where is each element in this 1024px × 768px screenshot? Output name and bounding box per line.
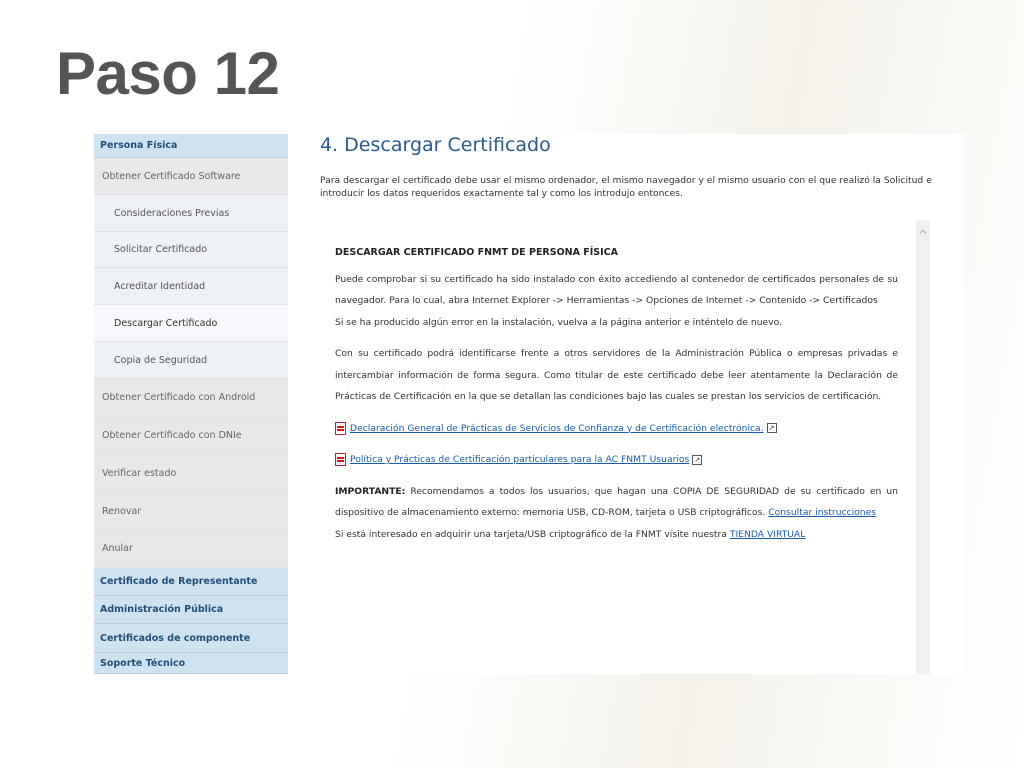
sidebar-item-anular[interactable]: Anular [94, 530, 288, 568]
external-link-icon[interactable]: ↗ [692, 455, 702, 465]
sidebar-nav [94, 134, 288, 674]
panel-body [335, 242, 898, 545]
main-content [320, 134, 964, 674]
sidebar-item-consideraciones[interactable]: Consideraciones Previas [94, 195, 288, 232]
sidebar-item-android[interactable]: Obtener Certificado con Android [94, 379, 288, 417]
sidebar-item-descargar[interactable]: Descargar Certificado [94, 305, 288, 342]
external-link-icon[interactable]: ↗ [767, 423, 777, 433]
sidebar-item-solicitar[interactable]: Solicitar Certificado [94, 232, 288, 268]
store-text: Si está interesado en adquirir una tarjeta/USB criptográfico de la FNMT visite nuestra [335, 528, 730, 540]
sidebar-item-obtener-software[interactable]: Obtener Certificado Software [94, 158, 288, 195]
sidebar-item-dnie[interactable]: Obtener Certificado con DNIe [94, 417, 288, 455]
slide-title: Paso 12 [56, 40, 280, 107]
link-consultar-instrucciones[interactable]: Consultar instrucciones [768, 507, 877, 518]
browser-screenshot [94, 134, 964, 674]
pdf-link-row-1 [335, 418, 898, 440]
scroll-up-icon[interactable]: ^ [918, 228, 929, 242]
scroll-panel [320, 220, 930, 674]
link-politica-practicas[interactable]: Política y Prácticas de Certificación particulares para la AC FNMT Usuarios [350, 454, 690, 465]
link-declaracion-general[interactable]: Declaración General de Prácticas de Servicios de Confianza y de Certificación electrónica. [350, 422, 764, 434]
section-title: DESCARGAR CERTIFICADO FNMT DE PERSONA FÍSICA [335, 247, 618, 258]
pdf-icon [335, 453, 346, 466]
sidebar-item-copia-seguridad[interactable]: Copia de Seguridad [94, 342, 288, 379]
sidebar-item-representante[interactable]: Certificado de Representante [94, 568, 288, 596]
sidebar-item-renovar[interactable]: Renovar [94, 493, 288, 530]
paragraph-check-text: Puede comprobar si su certificado ha sido instalado con éxito accediendo al contenedor de certificados personales de su navegador. Para lo cual, abra Internet Explorer -> Herramientas -> Opciones de Internet -> Contenido -> Certificados [335, 273, 898, 306]
sidebar-item-componente[interactable]: Certificados de componente [94, 624, 288, 653]
pdf-link-row-2 [335, 449, 898, 471]
paragraph-check [335, 269, 898, 334]
sidebar-item-soporte[interactable]: Soporte Técnico [94, 653, 288, 674]
important-label: IMPORTANTE: [335, 485, 406, 497]
sidebar-item-administracion[interactable]: Administración Pública [94, 596, 288, 624]
page-heading: 4. Descargar Certificado [320, 134, 551, 156]
paragraph-error-text: Si se ha producido algún error en la instalación, vuelva a la página anterior e inténtelo de nuevo. [335, 316, 782, 328]
important-text: Recomendamos a todos los usuarios, que hagan una COPIA DE SEGURIDAD de su certificado en un dispositivo de almacenamiento externo: memoria USB, CD-ROM, tarjeta o USB criptográficos. [335, 485, 898, 518]
sidebar-item-verificar[interactable]: Verificar estado [94, 455, 288, 493]
intro-text: Para descargar el certificado debe usar el mismo ordenador, el mismo navegador y el mismo usuario con el que realizó la Solicitud e introducir los datos requeridos exactamente tal y como los introdujo entonces. [320, 175, 932, 199]
sidebar-item-persona-fisica[interactable]: Persona Física [94, 134, 288, 158]
sidebar-item-acreditar[interactable]: Acreditar Identidad [94, 268, 288, 305]
pdf-icon [335, 422, 346, 435]
vertical-scrollbar[interactable] [916, 220, 930, 674]
link-tienda-virtual[interactable]: TIENDA VIRTUAL [729, 528, 806, 540]
paragraph-important [335, 481, 898, 546]
paragraph-identify: Con su certificado podrá identificarse frente a otros servidores de la Administración Pública o empresas privadas e intercambiar información de forma segura. Como titular de este certificado debe leer atentamente la Declaración de Prácticas de Certificación en la que se detallan las condiciones bajo las cuales se prestan los servicios de certificación. [335, 348, 898, 402]
